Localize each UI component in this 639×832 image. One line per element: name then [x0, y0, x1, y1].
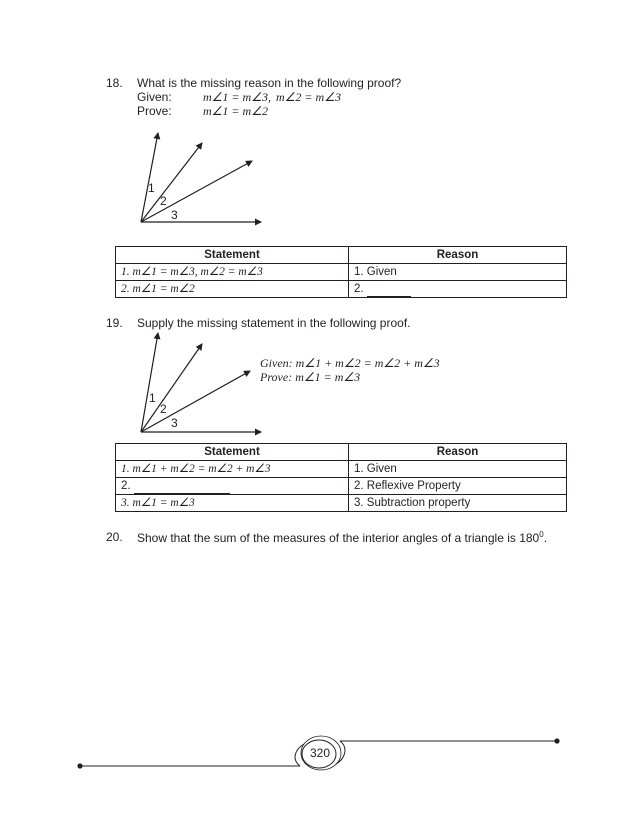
- q20-question: Show that the sum of the measures of the interior angles of a triangle is 180: [137, 531, 540, 545]
- q18-given-label: Given:: [137, 90, 172, 104]
- q18-angle-label-2: 2: [160, 194, 167, 208]
- table-row: [116, 461, 567, 478]
- q18-given-part2: m∠2 = m∠3: [276, 90, 341, 104]
- q19-row2-statement: 2.: [121, 480, 131, 492]
- q18-row1-statement: 1. m∠1 = m∠3, m∠2 = m∠3: [116, 264, 349, 281]
- q18-proof-table: [115, 246, 567, 298]
- q18-ray-3: [141, 161, 252, 222]
- q19-angle-label-2: 2: [160, 402, 167, 416]
- q20-question-end: .: [543, 531, 548, 545]
- table-row: [116, 264, 567, 281]
- q19-header-reason: Reason: [349, 444, 567, 461]
- question-18-number: 18.: [106, 76, 123, 90]
- q18-header-statement: Statement: [116, 247, 349, 264]
- question-20-text: [137, 530, 547, 545]
- q19-angle-label-3: 3: [171, 416, 178, 430]
- q19-row1-statement: 1. m∠1 + m∠2 = m∠2 + m∠3: [116, 461, 349, 478]
- q18-row1-reason: 1. Given: [349, 264, 567, 281]
- q18-angle-label-1: 1: [148, 181, 155, 195]
- q18-angle-figure: [130, 125, 270, 235]
- q18-answer-blank[interactable]: [367, 284, 411, 297]
- q19-angle-figure: [130, 327, 270, 437]
- q20-degree-superscript: 0: [539, 530, 544, 539]
- page-number: 320: [309, 746, 331, 760]
- question-19-text: Supply the missing statement in the following proof.: [137, 316, 411, 330]
- q19-row2-reason: 2. Reflexive Property: [349, 478, 567, 495]
- q18-ray-1: [141, 133, 158, 222]
- q19-given-text: Given: m∠1 + m∠2 = m∠2 + m∠3: [260, 356, 440, 370]
- q18-prove-value: m∠1 = m∠2: [203, 104, 268, 118]
- footer-dot-left: [77, 763, 82, 768]
- q18-header-reason: Reason: [349, 247, 567, 264]
- q19-ray-1: [141, 333, 158, 432]
- question-20-number: 20.: [106, 530, 123, 544]
- q19-row3-reason: 3. Subtraction property: [349, 495, 567, 512]
- q18-angle-label-3: 3: [171, 208, 178, 222]
- q18-row2-statement: 2. m∠1 = m∠2: [116, 281, 349, 298]
- q18-prove-label: Prove:: [137, 104, 172, 118]
- q19-prove-text: Prove: m∠1 = m∠3: [260, 370, 361, 384]
- question-19-number: 19.: [106, 316, 123, 330]
- q18-given-part1: m∠1 = m∠3,: [203, 90, 271, 104]
- q19-angle-label-1: 1: [149, 391, 156, 405]
- question-18-text: What is the missing reason in the following proof?: [137, 76, 402, 90]
- q19-answer-blank[interactable]: [134, 481, 230, 494]
- table-row: [116, 281, 567, 298]
- q19-ray-3: [141, 371, 250, 432]
- table-row: [116, 478, 567, 495]
- q19-row3-statement: 3. m∠1 = m∠3: [116, 495, 349, 512]
- q19-row1-reason: 1. Given: [349, 461, 567, 478]
- q19-proof-table: [115, 443, 567, 512]
- table-row: [116, 495, 567, 512]
- footer-dot-right: [554, 738, 559, 743]
- q18-row2-reason: 2.: [354, 283, 364, 295]
- q19-header-statement: Statement: [116, 444, 349, 461]
